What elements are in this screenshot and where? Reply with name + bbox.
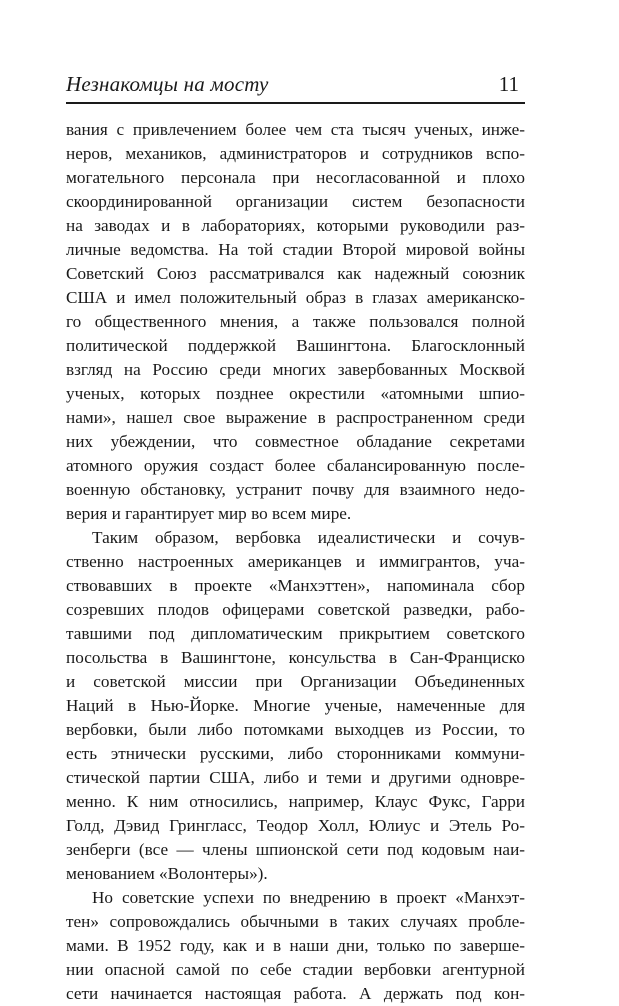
text-line: Но советские успехи по внедрению в проект «Манхэт- xyxy=(92,888,525,907)
page-number: 11 xyxy=(498,72,519,96)
paragraph xyxy=(66,886,525,1006)
paragraph xyxy=(66,526,525,886)
running-header xyxy=(66,68,525,104)
text-line: стической партии США, либо и теми и другими одновре- xyxy=(66,768,525,787)
text-line: Голд, Дэвид Грингласс, Теодор Холл, Юлиус и Этель Ро- xyxy=(66,816,525,835)
text-line: го общественного мнения, а также пользовался полной xyxy=(66,312,525,331)
body-text xyxy=(66,118,525,1006)
text-line: верия и гарантирует мир во всем мире. xyxy=(66,504,352,523)
text-line: неров, механиков, администраторов и сотрудников вспо- xyxy=(66,144,525,163)
text-line: США и имел положительный образ в глазах американско- xyxy=(66,288,525,307)
text-line: созревших плодов офицерами советской разведки, рабо- xyxy=(66,600,525,619)
text-line: нами», нашел свое выражение в распространенном среди xyxy=(66,408,525,427)
text-line: и советской миссии при Организации Объединенных xyxy=(66,672,525,691)
text-line: менно. К ним относились, например, Клаус Фукс, Гарри xyxy=(66,792,525,811)
text-line: личные ведомства. На той стадии Второй мировой войны xyxy=(66,240,525,259)
paragraph xyxy=(66,118,525,526)
text-line: ученых, которых позднее окрестили «атомными шпио- xyxy=(66,384,525,403)
text-line: Советский Союз рассматривался как надежный союзник xyxy=(66,264,525,283)
running-title: Незнакомцы на мосту xyxy=(66,72,269,96)
text-line: есть этнически русскими, либо сторонниками коммуни- xyxy=(66,744,525,763)
text-line: мами. В 1952 году, как и в наши дни, только по заверше- xyxy=(66,936,525,955)
text-line: политической поддержкой Вашингтона. Благосклонный xyxy=(66,336,525,355)
text-line: вербовки, были либо потомками выходцев из России, то xyxy=(66,720,525,739)
text-line: атомного оружия создаст более сбалансированную после- xyxy=(66,456,525,475)
text-line: посольства в Вашингтоне, консульства в Сан-Франциско xyxy=(66,648,525,667)
text-line: скоординированной организации систем безопасности xyxy=(66,192,525,211)
text-line: Таким образом, вербовка идеалистически и сочув- xyxy=(92,528,525,547)
text-line: тавшими под дипломатическим прикрытием советского xyxy=(66,624,525,643)
text-line: на заводах и в лабораториях, которыми руководили раз- xyxy=(66,216,525,235)
text-line: взгляд на Россию среди многих завербованных Москвой xyxy=(66,360,525,379)
text-line: Наций в Нью-Йорке. Многие ученые, намеченные для xyxy=(66,696,525,715)
text-line: могательного персонала при несогласованной и плохо xyxy=(66,168,525,187)
text-line: ствовавших в проекте «Манхэттен», напоминала сбор xyxy=(66,576,525,595)
text-line: военную обстановку, устранит почву для взаимного недо- xyxy=(66,480,525,499)
text-line: сети начинается настоящая работа. А держать под кон- xyxy=(66,984,525,1003)
text-line: них убеждении, что совместное обладание секретами xyxy=(66,432,525,451)
text-line: нии опасной самой по себе стадии вербовки агентурной xyxy=(66,960,525,979)
text-line: менованием «Волонтеры»). xyxy=(66,864,268,883)
text-line: зенберги (все — члены шпионской сети под кодовым наи- xyxy=(66,840,525,859)
text-line: тен» сопровождались обычными в таких случаях пробле- xyxy=(66,912,525,931)
text-line: вания с привлечением более чем ста тысяч ученых, инже- xyxy=(66,120,525,139)
text-line: ственно настроенных американцев и иммигрантов, уча- xyxy=(66,552,525,571)
